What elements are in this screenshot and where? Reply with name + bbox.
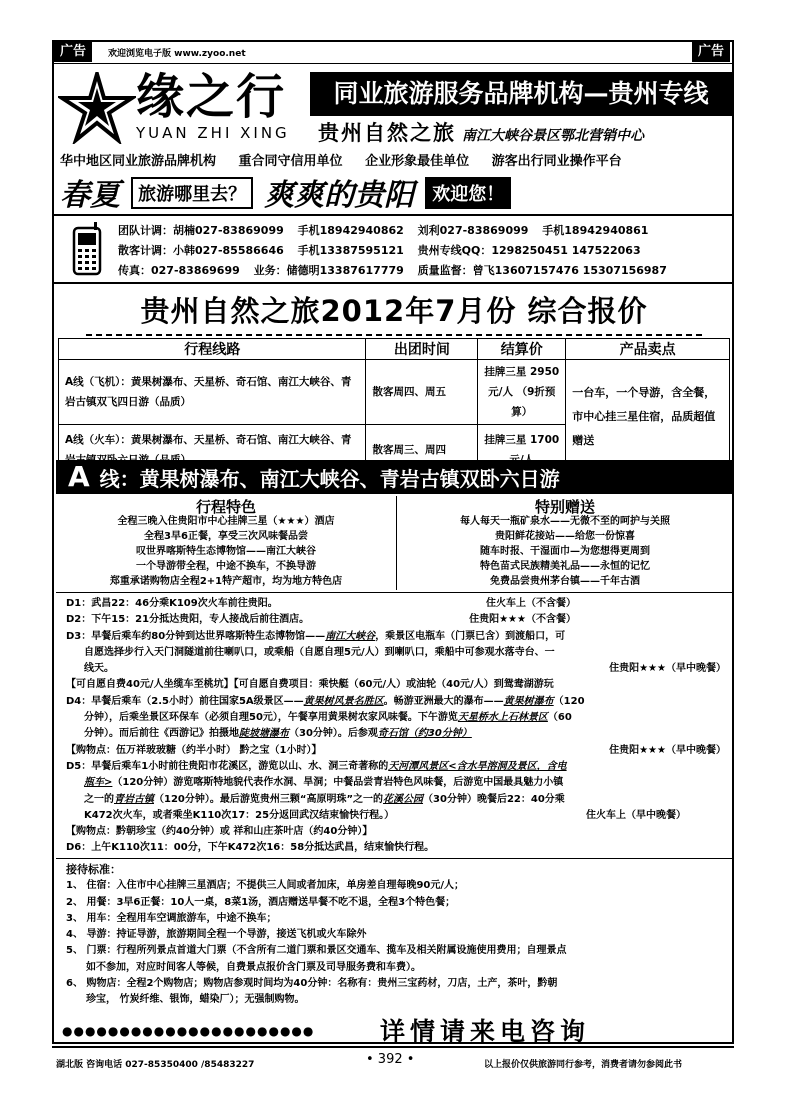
- itinerary-line: [66, 710, 726, 726]
- itinerary: [66, 596, 726, 857]
- contact-item: 刘利027-83869099: [417, 224, 529, 237]
- itinerary-lodging: 住贵阳★★★（早中晚餐）: [609, 744, 726, 756]
- table-row: [59, 360, 730, 425]
- footer-contact: 湖北版 咨询电话 027-85350400 /85483227: [56, 1060, 255, 1070]
- shopping-stops: 【购物点：伍万祥玻玻糖（约半小时） 黔之宝（1小时）】: [66, 744, 322, 756]
- table-header: 行程线路: [59, 339, 366, 360]
- itinerary-lodging: 住贵阳★★★（早中晚餐）: [609, 663, 726, 675]
- price-title: 贵州自然之旅2012年7月份 综合报价: [86, 290, 702, 336]
- itinerary-text: 分钟）。而后前往《西游记》拍摄地: [84, 728, 239, 740]
- standards-title: 接待标准：: [66, 863, 121, 876]
- tagline-item: 重合同守信用单位: [238, 154, 343, 169]
- contact-item: 手机18942940862: [297, 224, 404, 237]
- headline-box-2: 欢迎您！: [425, 177, 511, 209]
- itinerary-text: （120: [553, 695, 585, 707]
- optional-extras: 【可自愿自费40元/人坐缆车至桃坑】【可自愿自费项目：乘快艇（60元/人）或油轮（40元/人）到鸳鸯湖游玩: [66, 679, 554, 691]
- table-header-row: [59, 339, 730, 360]
- itinerary-line: [66, 661, 726, 677]
- subtitle-row: [318, 118, 728, 148]
- selling-point-cell: 一台车，一个导游，含全餐，市中心挂三星住宿，品质超值赠送: [566, 360, 730, 475]
- ad-tag-left: 广告: [54, 42, 92, 62]
- contact-item: 团队计调：胡楠027-83869099: [118, 224, 284, 237]
- itinerary-line: [66, 694, 726, 710]
- scenic-spot: 黄果树瀑布: [503, 695, 554, 707]
- contact-item: 业务：储德明13387617779: [253, 264, 404, 277]
- gift-item: 特色苗式民族精美礼品——永恒的记忆: [480, 561, 650, 572]
- itinerary-text: （120分钟）游览喀斯特地貌代表作水洞、旱洞；中餐品尝青岩特色风味餐，后游览中国最具魅力小镇: [112, 777, 564, 789]
- itinerary-line: [66, 677, 726, 693]
- contact-item: 手机13387595121: [297, 244, 404, 257]
- price-cell: 挂牌三星 1700: [478, 425, 566, 475]
- itinerary-line: [66, 840, 726, 856]
- feature-right-title: 特别赠送: [534, 498, 595, 516]
- time-cell: 散客周三、周四: [366, 425, 478, 475]
- subtitle-sub: 南江大峡谷景区鄂北营销中心: [462, 128, 644, 144]
- gift-item: 免费品尝贵州茅台镇——千年古酒: [490, 576, 640, 587]
- brand-slogan: 同业旅游服务品牌机构—贵州专线: [310, 72, 732, 116]
- gift-item: 随车时报、干湿面巾—为您想得更周到: [480, 546, 650, 557]
- top-note: 欢迎浏览电子版 www.zyoo.net: [108, 49, 246, 59]
- headline-word-2: 爽爽的贵阳: [264, 178, 415, 213]
- decorative-dots: ●●●●●●●●●●●●●●●●●●●●●●: [62, 1024, 315, 1038]
- headline-row: [60, 170, 732, 212]
- itinerary-line: [66, 759, 726, 775]
- scenic-spot: 南江大峡谷: [325, 630, 376, 642]
- itinerary-line: [66, 645, 726, 661]
- scenic-spot: 奇石馆（约30分钟）: [377, 728, 472, 740]
- standard-item: 1、 住宿：入住市中心挂牌三星酒店；不提供三人间或者加床，单房差自理每晚90元/人；: [66, 880, 465, 892]
- itinerary-lodging: 住火车上（不含餐）: [486, 598, 576, 609]
- itinerary-text: K472次火车，或者乘坐K110次17：25分返回武汉结束愉快行程。）: [84, 809, 395, 821]
- standard-item: 6、 购物店：全程2个购物店；购物店参观时间均为40分钟：名称有：贵州三宝药材，刀店，土产，茶叶，黔朝: [66, 978, 558, 990]
- route-banner-text: 线：黄果树瀑布、南江大峡谷、青岩古镇双卧六日游: [99, 467, 560, 491]
- itinerary-text: 之一的: [84, 793, 114, 805]
- route-cell: A线（飞机）：黄果树瀑布、天星桥、奇石馆、南江大峡谷、青岩古镇双飞四日游（品质）: [59, 360, 366, 425]
- itinerary-line: [66, 775, 726, 791]
- scenic-spot: 陡坡塘瀑布: [239, 728, 289, 740]
- itinerary-text: D5：早餐后乘车1小时前往贵阳市花溪区，游览以山、水、洞三奇著称的: [66, 760, 389, 772]
- contact-item: 手机18942940861: [542, 224, 649, 237]
- scenic-spot: 青岩古镇: [114, 793, 154, 805]
- feature-left-title: 行程特色: [195, 498, 256, 516]
- itinerary-text: 。畅游亚洲最大的瀑布——: [383, 695, 504, 707]
- headline-box-1: 旅游哪里去？: [131, 177, 253, 209]
- feature-item: 全程三晚入住贵阳市中心挂牌三星（★★★）酒店: [117, 516, 335, 527]
- shopping-stops: 【购物点：黔朝珍宝（约40分钟）或 祥和山庄茶叶店（约40分钟）】: [66, 826, 373, 838]
- itinerary-lodging: 住火车上（早中晚餐）: [586, 809, 686, 821]
- price-table: [58, 338, 730, 475]
- itinerary-line: [66, 612, 726, 628]
- route-banner: [56, 460, 732, 494]
- section-rule: [56, 858, 732, 859]
- contact-item: 贵州专线QQ：1298250451 147522063: [417, 244, 641, 257]
- itinerary-text: ，乘景区电瓶车（门票已含）到渡船口，可: [375, 630, 566, 642]
- contact-item: 质量监督：曾飞13607157476 15307156987: [417, 264, 667, 277]
- standard-item: 2、 用餐：3早6正餐：10人一桌，8菜1汤，酒店赠送早餐不吃不退，全程3个特色餐；: [66, 896, 456, 908]
- itinerary-line: [66, 824, 726, 840]
- tagline-item: 企业形象最佳单位: [365, 154, 470, 169]
- standard-item: 如不参加，对应时间客人等候，自费景点报价含门票及司导服务费和车费）。: [86, 961, 421, 973]
- brand-name-cn: 缘之行: [136, 69, 287, 125]
- feature-item: 一个导游带全程，中途不换车，不换导游: [136, 561, 316, 572]
- tagline-item: 华中地区同业旅游品牌机构: [60, 154, 217, 169]
- page-number: • 392 •: [366, 1052, 415, 1067]
- itinerary-text: D2：下午15：21分抵达贵阳，专人接战后前往酒店。: [66, 614, 310, 626]
- itinerary-line: [66, 726, 726, 742]
- section-rule: [56, 592, 732, 593]
- standard-item: 4、 导游：持证导游，旅游期间全程一个导游，接送飞机或火车除外: [66, 929, 367, 941]
- scenic-spot: 天星桥水上石林景区: [457, 712, 548, 724]
- itinerary-text: （30分钟）。后参观: [289, 728, 378, 740]
- star-logo-icon: [58, 72, 136, 144]
- itinerary-text: D6：上午K110次11：00分，下午K472次16：58分抵达武昌，结束愉快行程。: [66, 842, 435, 854]
- route-letter: A: [68, 460, 90, 493]
- contact-line-3: [118, 262, 677, 278]
- route-cell: A线（火车）：黄果树瀑布、天星桥、奇石馆、南江大峡谷、青: [59, 425, 366, 475]
- feature-right-list: [398, 514, 732, 589]
- itinerary-line: [66, 808, 726, 824]
- itinerary-line: [66, 743, 726, 759]
- reception-standards: [66, 862, 726, 1009]
- time-cell: 散客周四、周五: [366, 360, 478, 425]
- scenic-spot: 黄果树风景名胜区: [303, 695, 384, 707]
- price-cell: 挂牌三星 2950元/人 （9折预算）: [478, 360, 566, 425]
- itinerary-text: 分钟），后乘坐景区环保车（必须自理50元），午餐享用黄果树农家风味餐。下午游览: [84, 712, 458, 724]
- contact-line-2: [118, 242, 651, 258]
- itinerary-line: [66, 596, 726, 612]
- contact-line-1: [118, 222, 658, 238]
- itinerary-text: 线天。: [84, 663, 114, 675]
- subtitle-main: 贵州自然之旅: [318, 121, 456, 145]
- ad-tag-right: 广告: [692, 42, 730, 62]
- itinerary-text: D1：武昌22：46分乘K109次火车前往贵阳。: [66, 598, 278, 609]
- table-header: 结算价: [478, 339, 566, 360]
- gift-item: 贵阳鲜花接站——给您一份惊喜: [495, 531, 635, 542]
- contact-item: 散客计调：小韩027-85586646: [118, 244, 284, 257]
- feature-item: 叹世界喀斯特生态博物馆——南江大峡谷: [136, 546, 316, 557]
- itinerary-line: [66, 792, 726, 808]
- scenic-spot: 花溪公园: [383, 793, 424, 805]
- feature-item: 全程3早6正餐，享受三次风味餐品尝: [144, 531, 308, 542]
- feature-left-list: [58, 514, 394, 589]
- footer-disclaimer: 以上报价仅供旅游同行参考，消费者请勿参阅此书: [484, 1060, 683, 1070]
- itinerary-lodging: 住贵阳★★★（不含餐）: [469, 614, 576, 626]
- table-header: 产品卖点: [566, 339, 730, 360]
- feature-item: 郑重承诺购物店全程2+1特产超市，均为地方特色店: [109, 576, 343, 587]
- feature-divider: [396, 496, 397, 590]
- phone-icon: [70, 222, 104, 276]
- itinerary-text: （30分钟）晚餐后22：40分乘: [423, 793, 565, 805]
- itinerary-text: （120分钟）。最后游览贵州三颗“高原明珠”之一的: [154, 793, 384, 805]
- itinerary-text: D4：早餐后乘车（2.5小时）前往国家5A级景区——: [66, 695, 304, 707]
- table-header: 出团时间: [366, 339, 478, 360]
- call-for-details: 详情请来电咨询: [380, 1017, 591, 1046]
- itinerary-text: （60: [547, 712, 572, 724]
- brand-name-en: YUAN ZHI XING: [136, 124, 290, 142]
- headline-word-1: 春夏: [60, 178, 120, 213]
- standard-item: 3、 用车：全程用车空调旅游车，中途不换车；: [66, 912, 277, 924]
- tagline-row: [60, 150, 732, 169]
- standard-item: 珍宝， 竹炭纤维、银饰，蜡染厂）；无强制购物。: [86, 994, 305, 1006]
- standard-item: 5、 门票：行程所列景点首道大门票（不含所有二道门票和景区交通车、揽车及相关附属设施使用费用；自理景点: [66, 945, 567, 957]
- itinerary-text: D3：早餐后乘车约80分钟到达世界喀斯特生态博物馆——: [66, 630, 326, 642]
- scenic-spot: 天河潭风景区<含水旱溶洞及景区，含电: [388, 760, 567, 772]
- scenic-spot: 瓶车>: [84, 777, 113, 789]
- gift-item: 每人每天一瓶矿泉水——无微不至的呵护与关照: [460, 516, 670, 527]
- tagline-item: 游客出行同业操作平台: [491, 154, 622, 169]
- contact-item: 传真：027-83869699: [118, 264, 240, 277]
- itinerary-text: 自愿选择步行入天门洞隧道前往喇叭口，或乘船（自愿自理5元/人）到喇叭口，乘船中可参观水落寺台、一: [84, 646, 555, 658]
- itinerary-line: [66, 629, 726, 645]
